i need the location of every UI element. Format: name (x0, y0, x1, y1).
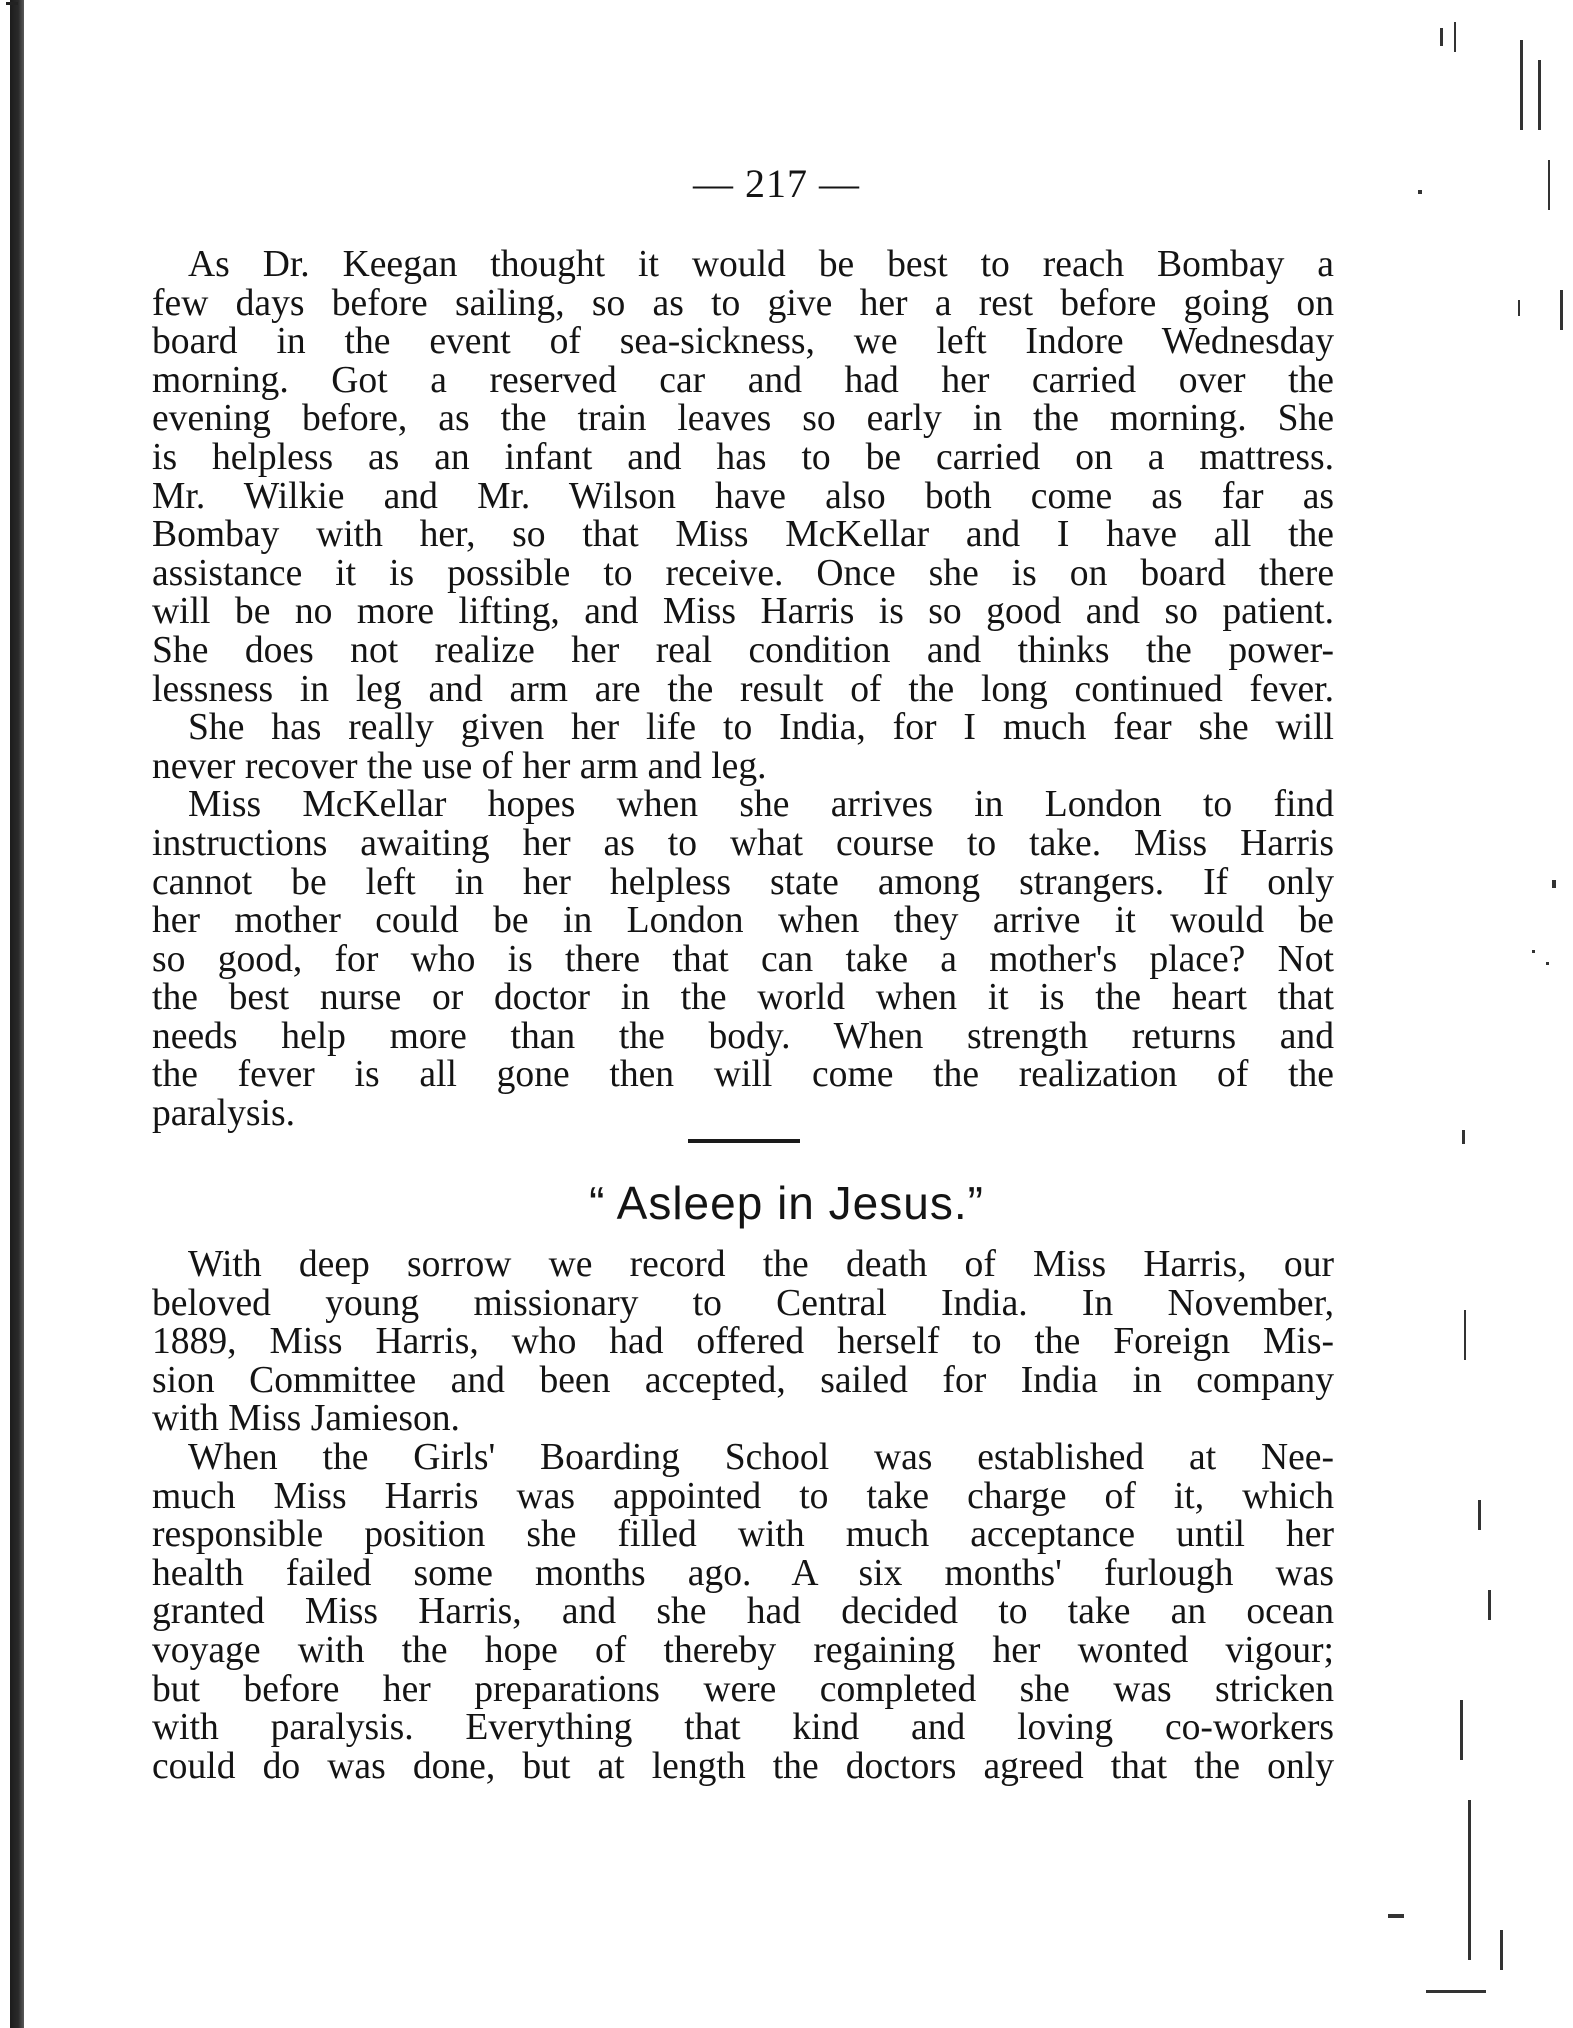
text-line: responsible position she filled with much acceptance until her (152, 1514, 1334, 1556)
text-line: so good, for who is there that can take a mother's place? Not (152, 938, 1334, 980)
text-line: health failed some months ago. A six months' furlough was (152, 1552, 1334, 1594)
text-line: board in the event of sea-sickness, we left Indore Wednesday (152, 321, 1334, 363)
section-obituary-text (152, 1246, 1334, 1786)
book-binding-edge (10, 0, 24, 2028)
scan-speck (1460, 1700, 1463, 1760)
scan-speck (1440, 28, 1443, 46)
scan-speck (1532, 950, 1535, 953)
text-line: When the Girls' Boarding School was established at Nee- (188, 1436, 1334, 1478)
text-line: beloved young missionary to Central India. In November, (152, 1282, 1334, 1324)
text-line: few days before sailing, so as to give her a rest before going on (152, 282, 1334, 324)
text-line: the fever is all gone then will come the realization of the (152, 1054, 1334, 1096)
scan-speck (1464, 1310, 1466, 1360)
scan-speck (1548, 160, 1550, 210)
text-line: With deep sorrow we record the death of Miss Harris, our (188, 1244, 1334, 1285)
text-line: assistance it is possible to receive. Once she is on board there (152, 552, 1334, 594)
page-number-text: — 217 — (693, 161, 860, 206)
page-number (0, 160, 1573, 207)
scan-speck (1520, 40, 1523, 130)
scan-speck (1454, 22, 1456, 52)
text-line: As Dr. Keegan thought it would be best to reach Bombay a (188, 244, 1334, 285)
text-line: much Miss Harris was appointed to take charge of it, which (152, 1475, 1334, 1517)
text-line: Mr. Wilkie and Mr. Wilson have also both come as far as (152, 475, 1334, 517)
scan-speck (1560, 290, 1563, 330)
text-line: She does not realize her real condition and thinks the power- (152, 629, 1334, 671)
text-line: 1889, Miss Harris, who had offered herself to the Foreign Mis- (152, 1321, 1334, 1363)
text-line: voyage with the hope of thereby regaining her wonted vigour; (152, 1629, 1334, 1671)
text-line: could do was done, but at length the doctors agreed that the only (152, 1745, 1334, 1787)
text-line: She has really given her life to India, for I much fear she will (188, 707, 1334, 749)
text-line: evening before, as the train leaves so early in the morning. She (152, 398, 1334, 440)
text-line: with paralysis. Everything that kind and loving co-workers (152, 1707, 1334, 1749)
text-line: morning. Got a reserved car and had her carried over the (152, 359, 1334, 401)
section-letter-text (152, 246, 1334, 1134)
text-line: Miss McKellar hopes when she arrives in London to find (188, 784, 1334, 826)
binding-mark (6, 2, 18, 5)
scan-speck (1552, 880, 1556, 888)
section-divider-rule (688, 1139, 800, 1143)
scan-speck (1388, 1914, 1404, 1918)
text-line: paralysis. (152, 1093, 295, 1135)
scan-speck (1478, 1500, 1481, 1530)
scan-speck (1488, 1590, 1491, 1620)
scan-speck (1500, 1930, 1503, 1970)
text-line: needs help more than the body. When strength returns and (152, 1015, 1334, 1057)
text-line: sion Committee and been accepted, sailed for India in company (152, 1359, 1334, 1401)
scan-speck (1518, 300, 1520, 316)
section-heading: “ Asleep in Jesus.” (589, 1177, 984, 1229)
text-line: will be no more lifting, and Miss Harris is so good and so patient. (152, 591, 1334, 633)
text-line: instructions awaiting her as to what course to take. Miss Harris (152, 822, 1334, 864)
scan-speck (1546, 962, 1549, 965)
scan-speck (1426, 1990, 1486, 1993)
text-line: lessness in leg and arm are the result of the long continued fever. (152, 668, 1334, 710)
scan-speck (1538, 60, 1541, 130)
text-line: with Miss Jamieson. (152, 1398, 460, 1440)
text-line: Bombay with her, so that Miss McKellar and I have all the (152, 514, 1334, 556)
text-line: granted Miss Harris, and she had decided to take an ocean (152, 1591, 1334, 1633)
text-line: her mother could be in London when they arrive it would be (152, 900, 1334, 942)
text-line: is helpless as an infant and has to be carried on a mattress. (152, 436, 1334, 478)
text-line: never recover the use of her arm and leg. (152, 745, 767, 787)
text-line: but before her preparations were completed she was stricken (152, 1668, 1334, 1710)
text-line: the best nurse or doctor in the world when it is the heart that (152, 977, 1334, 1019)
scan-speck (1468, 1800, 1471, 1960)
scan-speck (1462, 1130, 1465, 1144)
text-line: cannot be left in her helpless state among strangers. If only (152, 861, 1334, 903)
scan-speck (1418, 190, 1422, 194)
